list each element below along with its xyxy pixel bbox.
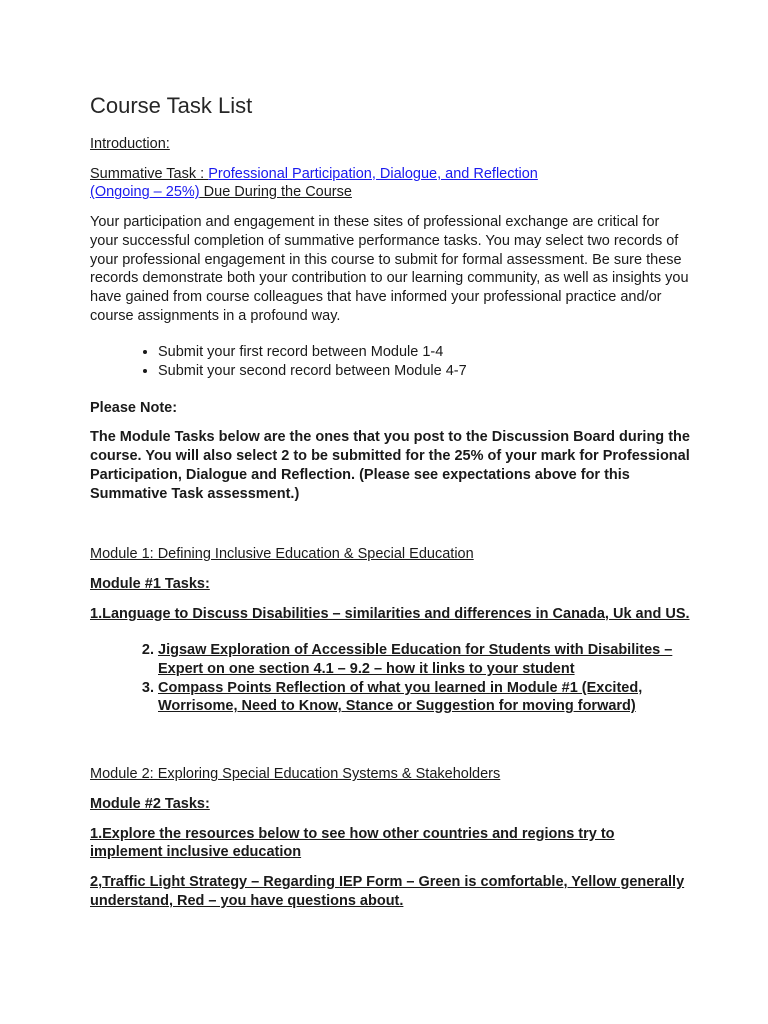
document-page: [90, 90, 690, 910]
module-2-task-1: 1.Explore the resources below to see how other countries and regions try to implement inclusive education: [90, 825, 615, 861]
summative-task-line: [90, 165, 690, 202]
list-item: • Submit your first record between Module 1-4: [158, 343, 690, 362]
summative-suffix: Due During the Course: [199, 184, 352, 201]
submission-bullet-list: [90, 343, 690, 380]
page-title: Course Task List: [90, 93, 253, 118]
summative-prefix: Summative Task :: [90, 165, 209, 182]
list-item: • Submit your second record between Module 4-7: [158, 362, 690, 381]
list-item: 2. Jigsaw Exploration of Accessible Education for Students with Disabilites – Expert on one section 4.1 – 9.2 – how it links to your student: [158, 641, 690, 678]
module-2-task-2: 2,Traffic Light Strategy – Regarding IEP Form – Green is comfortable, Yellow generally understand, Red – you have questions about.: [90, 873, 685, 909]
module-2-tasks-heading: Module #2 Tasks:: [90, 795, 210, 812]
summative-task-link[interactable]: Professional Participation, Dialogue, and Reflection: [208, 165, 538, 182]
module-1-task-list: [90, 641, 690, 716]
participation-paragraph: Your participation and engagement in these sites of professional exchange are critical for your successful completion of summative performance tasks. You may select two records of your professional engagement in this course to submit for formal assessment. Be sure these records demonstrate both your contribution to our learning community, as well as insights you have gained from course colleagues that have informed your professional practice and/or course assignments in a profound way.: [90, 214, 689, 324]
introduction-heading: Introduction:: [90, 136, 170, 152]
please-note-heading: Please Note:: [90, 399, 178, 416]
module-1-task-1: 1.Language to Discuss Disabilities – similarities and differences in Canada, Uk and US.: [90, 605, 690, 622]
summative-weight-link[interactable]: (Ongoing – 25%): [90, 184, 200, 201]
module-1-tasks-heading: Module #1 Tasks:: [90, 575, 210, 592]
please-note-text: The Module Tasks below are the ones that you post to the Discussion Board during the course. You will also select 2 to be submitted for the 25% of your mark for Professional Participation, Dialogue and Reflection. (Please see expectations above for this Summative Task assessment.): [90, 429, 690, 502]
section-separator: [90, 740, 690, 754]
list-item: 3. Compass Points Reflection of what you learned in Module #1 (Excited, Worrisome, Need to Know, Stance or Suggestion for moving forward): [158, 679, 690, 716]
module-1-heading: Module 1: Defining Inclusive Education & Special Education: [90, 546, 474, 563]
module-2-heading: Module 2: Exploring Special Education Systems & Stakeholders: [90, 766, 501, 783]
